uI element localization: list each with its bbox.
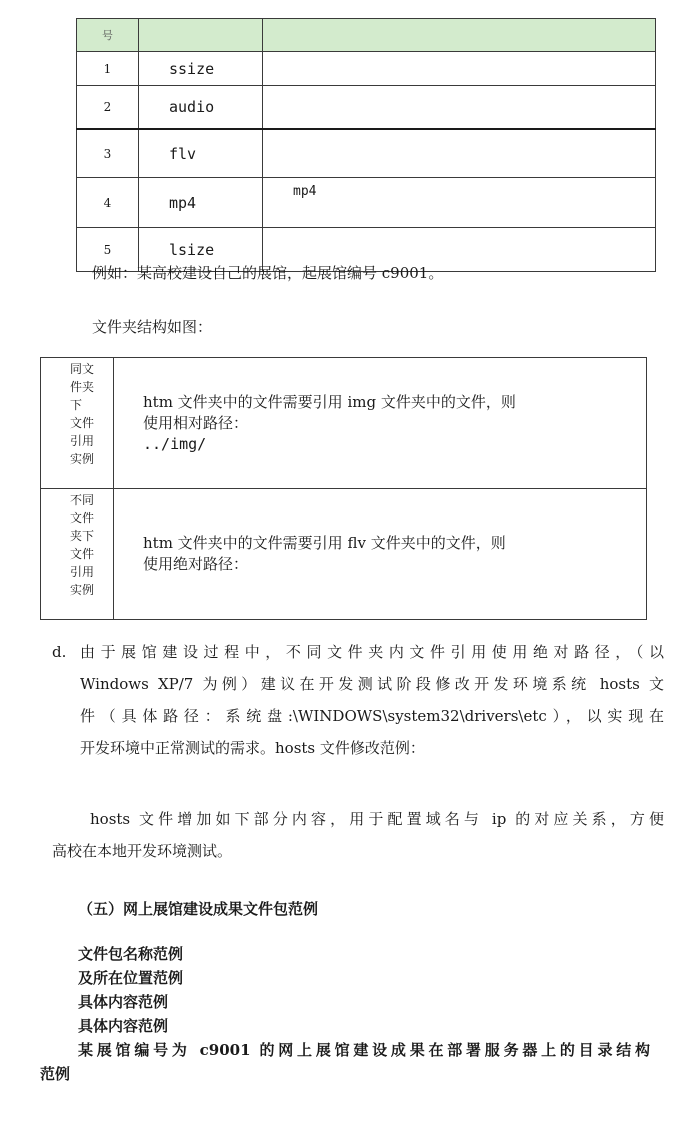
list-marker: d. bbox=[52, 643, 67, 661]
label-line: 夹下 bbox=[70, 529, 95, 543]
label-line: 实例 bbox=[70, 583, 95, 597]
folder-structure-paragraph: 文件夹结构如图： bbox=[92, 318, 213, 336]
row-name: lsize bbox=[139, 228, 263, 272]
row-desc bbox=[263, 86, 656, 130]
list-item: 具体内容范例 bbox=[78, 1017, 169, 1035]
relative-path-value: ../img/ bbox=[143, 434, 207, 453]
paragraph-line: Windows XP/7 为例）建议在开发测试阶段修改开发环境系统 hosts 文 bbox=[80, 675, 664, 693]
row-desc bbox=[263, 52, 656, 86]
list-item: 某展馆编号为 c9001 的网上展馆建设成果在部署服务器上的目录结构 bbox=[78, 1041, 650, 1059]
row-name: mp4 bbox=[139, 178, 263, 228]
row-number: 3 bbox=[77, 129, 139, 178]
row-number: 1 bbox=[77, 52, 139, 86]
header-name-cell bbox=[139, 19, 263, 52]
file-type-table bbox=[76, 18, 656, 272]
label-line: 同文 bbox=[70, 362, 95, 376]
relative-path-text bbox=[114, 358, 647, 489]
hosts-content-paragraph bbox=[52, 803, 664, 867]
list-item: 具体内容范例 bbox=[78, 993, 169, 1011]
row-name: ssize bbox=[139, 52, 263, 86]
table-row bbox=[77, 178, 656, 228]
file-reference-table bbox=[40, 357, 647, 620]
text-line: htm 文件夹中的文件需要引用 flv 文件夹中的文件，则 bbox=[143, 534, 506, 552]
label-line: 实例 bbox=[70, 452, 95, 466]
row-number: 4 bbox=[77, 178, 139, 228]
label-line: 下 bbox=[70, 398, 83, 412]
text-line: 使用相对路径： bbox=[143, 413, 249, 432]
different-folder-label bbox=[41, 489, 114, 620]
label-line: 文件 bbox=[70, 547, 95, 561]
header-desc-cell bbox=[263, 19, 656, 52]
row-desc: mp4 bbox=[263, 178, 656, 228]
text-line: htm 文件夹中的文件需要引用 img 文件夹中的文件，则 bbox=[143, 392, 516, 411]
label-line: 引用 bbox=[70, 434, 95, 448]
row-name: flv bbox=[139, 129, 263, 178]
row-number: 2 bbox=[77, 86, 139, 130]
paragraph-line: 由于展馆建设过程中，不同文件夹内文件引用使用绝对路径，（以 bbox=[80, 643, 664, 661]
row-desc bbox=[263, 129, 656, 178]
label-line: 文件 bbox=[70, 511, 95, 525]
table-row bbox=[77, 86, 656, 130]
label-line: 文件 bbox=[70, 416, 95, 430]
list-item: 文件包名称范例 bbox=[78, 945, 184, 963]
row-number: 5 bbox=[77, 228, 139, 272]
example-list bbox=[40, 942, 650, 1086]
hosts-modification-paragraph bbox=[52, 636, 664, 764]
absolute-path-text bbox=[114, 489, 647, 620]
header-number-cell: 号 bbox=[77, 19, 139, 52]
table-row bbox=[77, 129, 656, 178]
text-line: 使用绝对路径： bbox=[143, 555, 249, 573]
list-item-continuation: 范例 bbox=[40, 1065, 71, 1083]
table-row bbox=[41, 358, 647, 489]
paragraph-line: 件（具体路径：系统盘:\WINDOWS\system32\drivers\etc），以实现在 bbox=[80, 707, 664, 725]
table-header-row bbox=[77, 19, 656, 52]
paragraph-line: hosts 文件增加如下部分内容，用于配置域名与 ip 的对应关系，方便 bbox=[90, 810, 664, 828]
example-paragraph: 例如：某高校建设自己的展馆，起展馆编号 c9001。 bbox=[92, 264, 444, 282]
table-row bbox=[77, 52, 656, 86]
list-item: 及所在位置范例 bbox=[78, 969, 184, 987]
section-heading: （五）网上展馆建设成果文件包范例 bbox=[78, 900, 319, 918]
label-line: 引用 bbox=[70, 565, 95, 579]
table-row bbox=[41, 489, 647, 620]
label-line: 不同 bbox=[70, 493, 95, 507]
paragraph-line: 高校在本地开发环境测试。 bbox=[52, 842, 233, 860]
label-line: 件夹 bbox=[70, 380, 95, 394]
same-folder-label bbox=[41, 358, 114, 489]
paragraph-line: 开发环境中正常测试的需求。hosts 文件修改范例： bbox=[80, 739, 425, 757]
row-name: audio bbox=[139, 86, 263, 130]
